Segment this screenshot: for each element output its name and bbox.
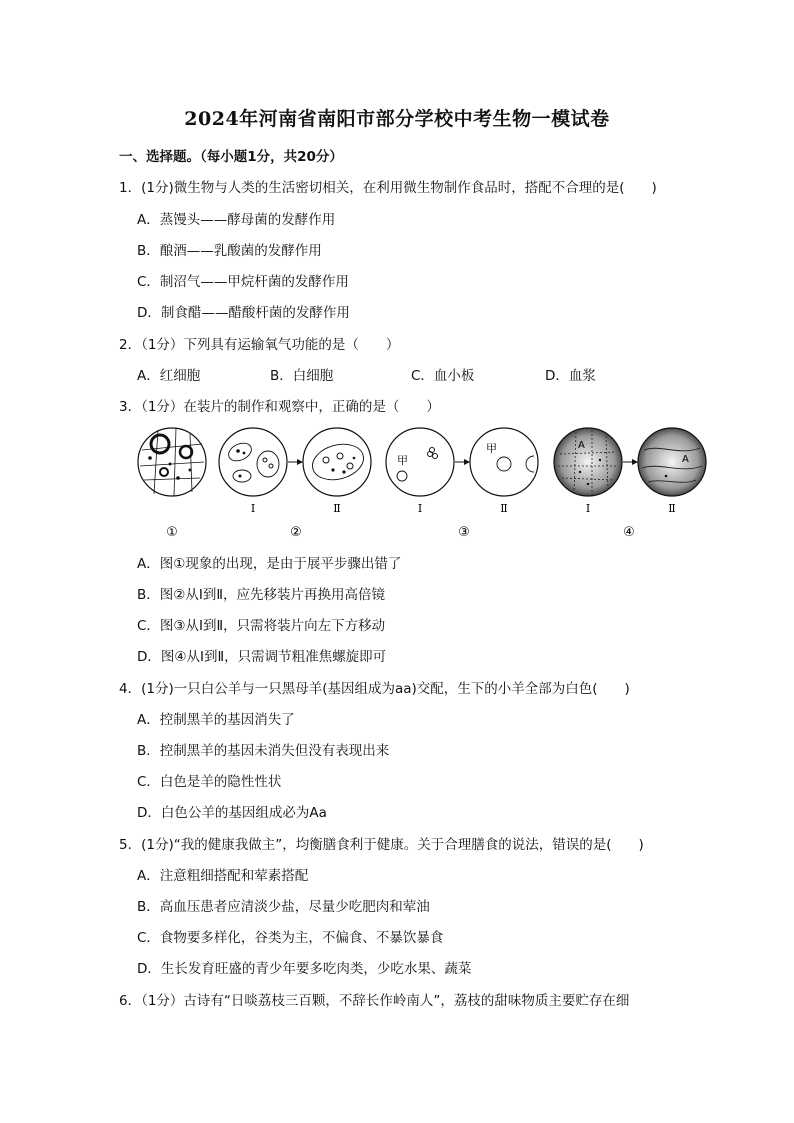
section-heading: 一、选择题。（每小题1分，共20分）	[119, 149, 343, 165]
question-5-option-b: B．高血压患者应清淡少盐，尽量少吃肥肉和荤油	[137, 899, 430, 915]
question-4-stem: 4．(1分)一只白公羊与一只黑母羊(基因组成为aa)交配，生下的小羊全部为白色( )	[119, 681, 630, 697]
figure-2-sublabel-1: Ⅰ	[250, 502, 256, 515]
question-3-option-a: A．图①现象的出现，是由于展平步骤出错了	[137, 556, 402, 572]
figure-3-sublabel-2: Ⅱ	[500, 502, 508, 515]
figure-3-view-2	[470, 428, 538, 496]
question-5-option-d: D．生长发育旺盛的青少年要多吃肉类，少吃水果、蔬菜	[137, 961, 472, 977]
figure-3-label-jia-2: 甲	[486, 442, 497, 455]
question-1-option-c: C．制沼气——甲烷杆菌的发酵作用	[137, 274, 349, 290]
figure-1-view	[138, 428, 206, 496]
question-1-option-b: B．酿酒——乳酸菌的发酵作用	[137, 243, 322, 259]
question-4-option-c: C．白色是羊的隐性性状	[137, 774, 282, 790]
microscope-figure	[130, 420, 710, 545]
question-4-option-a: A．控制黑羊的基因消失了	[137, 712, 295, 728]
question-3-option-c: C．图③从Ⅰ到Ⅱ，只需将装片向左下方移动	[137, 618, 386, 634]
figure-4-view-1	[554, 428, 622, 496]
figure-4-label-a-2: A	[682, 454, 689, 465]
question-2-option-a: A．红细胞	[137, 368, 201, 384]
figure-2-view-2	[303, 428, 371, 496]
figure-group-label-3: ③	[458, 525, 470, 540]
figure-group-label-2: ②	[290, 525, 302, 540]
question-4-option-b: B．控制黑羊的基因未消失但没有表现出来	[137, 743, 390, 759]
question-2-option-d: D．血浆	[545, 368, 596, 384]
figure-3-sublabel-1: Ⅰ	[417, 502, 423, 515]
page-title: 2024年河南省南阳市部分学校中考生物一模试卷	[184, 108, 610, 130]
figure-4-label-a-1: A	[578, 440, 585, 451]
figure-group-label-1: ①	[166, 525, 178, 540]
question-1-option-d: D．制食醋——醋酸杆菌的发酵作用	[137, 305, 350, 321]
figure-2-sublabel-2: Ⅱ	[333, 502, 341, 515]
question-1-stem: 1．(1分)微生物与人类的生活密切相关，在利用微生物制作食品时，搭配不合理的是( )	[119, 180, 657, 196]
figure-4-view-2	[638, 428, 706, 496]
question-2-option-b: B．白细胞	[270, 368, 334, 384]
question-2-stem: 2．（1分）下列具有运输氧气功能的是（ ）	[119, 337, 400, 353]
question-5-stem: 5．(1分)“我的健康我做主”，均衡膳食利于健康。关于合理膳食的说法，错误的是( )	[119, 837, 644, 853]
question-5-option-a: A．注意粗细搭配和荤素搭配	[137, 868, 309, 884]
question-6-stem: 6．（1分）古诗有“日啖荔枝三百颗，不辞长作岭南人”，荔枝的甜味物质主要贮存在细	[119, 993, 630, 1009]
figure-4-sublabel-1: Ⅰ	[585, 502, 591, 515]
question-3-stem: 3．（1分）在装片的制作和观察中，正确的是（ ）	[119, 399, 440, 415]
figure-4-sublabel-2: Ⅱ	[668, 502, 676, 515]
question-3-option-d: D．图④从Ⅰ到Ⅱ，只需调节粗准焦螺旋即可	[137, 649, 387, 665]
question-5-option-c: C．食物要多样化，谷类为主，不偏食、不暴饮暴食	[137, 930, 444, 946]
question-1-option-a: A．蒸馒头——酵母菌的发酵作用	[137, 212, 336, 228]
question-4-option-d: D．白色公羊的基因组成必为Aa	[137, 805, 327, 821]
question-2-option-c: C．血小板	[411, 368, 475, 384]
question-3-option-b: B．图②从Ⅰ到Ⅱ，应先移装片再换用高倍镜	[137, 587, 385, 603]
figure-3-label-jia-1: 甲	[397, 454, 408, 467]
figure-2-view-1	[219, 428, 287, 496]
figure-group-label-4: ④	[623, 525, 635, 540]
